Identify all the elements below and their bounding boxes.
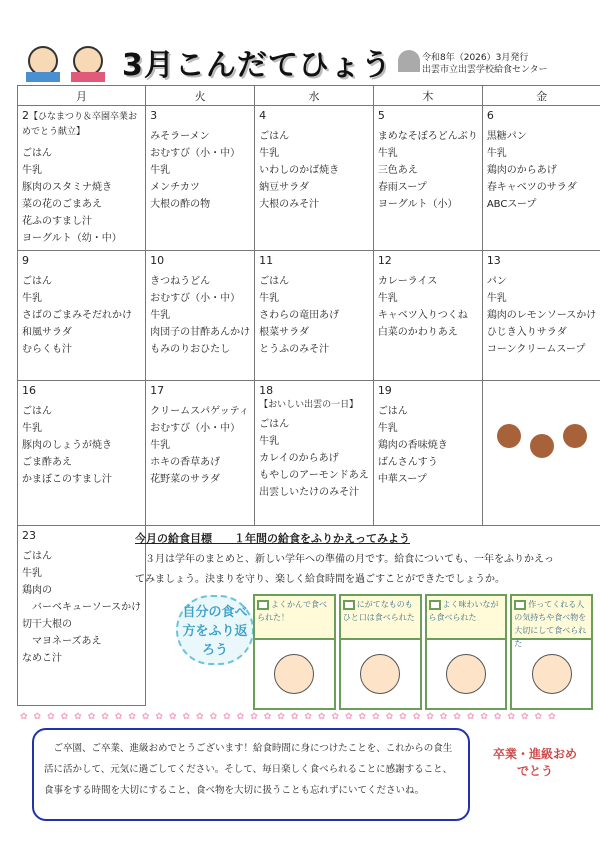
menu-item: まめなそぼろどんぶり <box>377 131 478 142</box>
day-note: 【おいしい出雲の一日】 <box>259 400 359 410</box>
day-cell <box>255 251 374 381</box>
menu-item: 牛乳 <box>22 293 42 304</box>
menu-item: 大根の酢の物 <box>150 199 211 210</box>
menu-item: 牛乳 <box>150 165 171 176</box>
menu-item: 花野菜のサラダ <box>150 474 221 485</box>
menu-item: カレーライス <box>377 276 438 287</box>
menu-item: ヨーグルト（幼・中） <box>22 233 122 244</box>
menu-item: ごはん <box>22 276 52 287</box>
menu-item: 出雲しいたけのみそ汁 <box>259 487 360 498</box>
check-item <box>510 594 593 710</box>
menu-item: 豚肉のしょうが焼き <box>22 440 112 451</box>
flower-border: ✿✿✿✿✿✿✿✿✿✿✿✿✿✿✿✿✿✿✿✿✿✿✿✿✿✿✿✿✿✿✿✿✿✿✿✿✿✿✿✿ <box>20 712 562 722</box>
day-number <box>22 384 141 397</box>
day-label: 19 <box>377 384 392 397</box>
city-logo <box>398 50 420 72</box>
day-label: 23 <box>22 529 36 542</box>
congrats-text: 卒業・進級おめでとう <box>492 747 577 778</box>
day-number <box>487 109 597 122</box>
menu-item: 牛乳 <box>22 568 42 579</box>
day-label: 13 <box>486 254 501 267</box>
monthly-goal <box>135 530 595 590</box>
menu-item: 牛乳 <box>259 293 280 304</box>
menu-item: 和風サラダ <box>22 327 72 338</box>
menu-item: 牛乳 <box>486 148 507 159</box>
issue-date: 令和8年（2026）3月発行 <box>422 53 529 63</box>
menu-item: 花ふのすまし汁 <box>22 216 92 227</box>
day-label: 12 <box>377 254 392 267</box>
reflection-checklist <box>253 594 593 710</box>
children-eating-illustration <box>497 424 587 474</box>
check-label: よく味わいながら食べられた <box>428 600 499 622</box>
day-cell <box>18 381 146 526</box>
day-label: 11 <box>259 254 274 267</box>
day-cell <box>18 526 146 706</box>
day-cell <box>482 251 600 381</box>
day-label: 4 <box>259 109 267 122</box>
day-number <box>378 384 478 397</box>
issuer-info <box>422 52 548 76</box>
checkbox[interactable] <box>429 600 441 610</box>
day-label: 18 <box>259 384 274 397</box>
menu-item: メンチカツ <box>150 182 200 193</box>
menu-item: 牛乳 <box>377 293 398 304</box>
menu-item: 春雨スープ <box>377 182 427 193</box>
message-text: ご卒園、ご卒業、進級おめでとうございます！給食時間に身につけたことを、これからの食生活に活かして、元気に過ごしてください。そして、毎日楽しく食べられることに感謝すること、食事をする時間を大切にすること、食べ物を大切に扱うことも忘れずにいてくださいね。 <box>44 743 453 796</box>
menu-item: カレイのからあげ <box>259 453 339 464</box>
day-label: 3 <box>150 109 158 122</box>
menu-item: 白菜のかわりあえ <box>377 327 458 338</box>
day-note: 【ひなまつり＆卒園卒業おめでとう献立】 <box>22 112 138 137</box>
menu-item: 牛乳 <box>22 423 42 434</box>
menu-item: 牛乳 <box>377 423 398 434</box>
goal-label: 今月の給食目標 <box>135 532 212 545</box>
menu-item: ごはん <box>22 551 52 562</box>
weekday-header: 水 <box>255 86 374 106</box>
menu-item: バーベキューソースかけ <box>22 602 142 613</box>
menu-item: 納豆サラダ <box>259 182 310 193</box>
menu-item: 肉団子の甘酢あんかけ <box>150 327 251 338</box>
publisher: 出雲市立出雲学校給食センター <box>422 65 548 75</box>
day-cell <box>482 106 600 251</box>
menu-item: ABCスープ <box>486 199 537 210</box>
weekday-header: 月 <box>18 86 146 106</box>
child-face-illustration <box>274 654 314 694</box>
day-cell <box>146 106 255 251</box>
checkbox[interactable] <box>257 600 269 610</box>
menu-item: 中華スープ <box>377 474 427 485</box>
menu-item: さわらの竜田あげ <box>259 310 340 321</box>
menu-item: 春キャベツのサラダ <box>486 182 577 193</box>
goal-title: １年間の給食をふりかえってみよう <box>234 532 410 545</box>
check-item <box>339 594 422 710</box>
menu-item: ごはん <box>22 148 52 159</box>
child-face-illustration <box>532 654 572 694</box>
day-number <box>22 254 141 267</box>
menu-item: もみのりおひたし <box>150 344 231 355</box>
check-label: よくかんで食べられた！ <box>257 600 327 622</box>
menu-item: 豚肉のスタミナ焼き <box>22 182 112 193</box>
day-label: 16 <box>22 384 36 397</box>
menu-item: 牛乳 <box>259 148 280 159</box>
day-cell <box>373 251 482 381</box>
menu-item: 牛乳 <box>486 293 507 304</box>
weekday-header: 火 <box>146 86 255 106</box>
menu-item: とうふのみそ汁 <box>259 344 330 355</box>
menu-item: 切干大根の <box>22 619 72 630</box>
check-label: にがてなものもひと口は食べられた <box>342 600 415 622</box>
menu-item: ヨーグルト（小） <box>377 199 458 210</box>
day-cell <box>146 381 255 526</box>
weekday-header: 木 <box>373 86 482 106</box>
menu-item: ホキの香草あげ <box>150 457 221 468</box>
menu-item: さばのごまみそだれかけ <box>22 310 132 321</box>
menu-item: 鶏肉のレモンソースかけ <box>486 310 597 321</box>
menu-item: おむすび（小・中） <box>150 148 241 159</box>
day-cell <box>373 106 482 251</box>
menu-item: ごはん <box>22 406 52 417</box>
day-number <box>378 109 478 122</box>
menu-item: 鶏肉の香味焼き <box>377 440 448 451</box>
menu-item: クリームスパゲッティ <box>150 406 249 417</box>
menu-item: 鶏肉の <box>22 585 52 596</box>
day-number <box>487 254 597 267</box>
day-label: 10 <box>150 254 165 267</box>
menu-item: もやしのアーモンドあえ <box>259 470 369 481</box>
menu-item: いわしのかば焼き <box>259 165 340 176</box>
menu-item: ごはん <box>259 276 290 287</box>
goal-text: ３月は学年のまとめと、新しい学年への準備の月です。給食についても、一年をふりかえってみましょう。決まりを守り、楽しく給食時間を過ごすことができたでしょうか。 <box>135 554 554 585</box>
child-face-illustration <box>446 654 486 694</box>
menu-item: マヨネーズあえ <box>22 636 102 647</box>
child-face-illustration <box>360 654 400 694</box>
illustration-cell <box>482 381 600 526</box>
day-number <box>259 254 369 267</box>
reflect-title: 自分の食べ方をふり返ろう <box>176 595 254 665</box>
menu-item: 根菜サラダ <box>259 327 310 338</box>
congrats-illustration <box>490 745 580 815</box>
menu-item: なめこ汁 <box>22 653 62 664</box>
day-cell <box>373 381 482 526</box>
check-item <box>253 594 336 710</box>
day-number <box>150 384 250 397</box>
checkbox[interactable] <box>514 600 526 610</box>
day-number <box>22 529 141 542</box>
day-label: 9 <box>22 254 29 267</box>
hina-dolls-illustration <box>18 40 118 82</box>
weekday-header: 金 <box>482 86 600 106</box>
day-label: 6 <box>486 109 494 122</box>
checkbox[interactable] <box>343 600 355 610</box>
check-item <box>425 594 508 710</box>
day-cell <box>18 251 146 381</box>
day-label: 17 <box>150 384 165 397</box>
menu-item: 牛乳 <box>150 440 171 451</box>
menu-item: コーンクリームスープ <box>486 344 586 355</box>
menu-item: みそラーメン <box>150 131 210 142</box>
menu-item: きつねうどん <box>150 276 211 287</box>
day-number <box>259 109 369 122</box>
message-bubble <box>32 728 470 821</box>
menu-item: おむすび（小・中） <box>150 423 241 434</box>
menu-item: むらくも汁 <box>22 344 72 355</box>
menu-item: 牛乳 <box>22 165 42 176</box>
menu-item: ごはん <box>259 131 290 142</box>
menu-item: キャベツ入りつくね <box>377 310 468 321</box>
day-cell <box>146 251 255 381</box>
day-number <box>378 254 478 267</box>
menu-item: おむすび（小・中） <box>150 293 241 304</box>
day-label: 5 <box>377 109 385 122</box>
day-number <box>150 109 250 122</box>
menu-item: 牛乳 <box>377 148 398 159</box>
menu-item: 牛乳 <box>150 310 171 321</box>
day-cell <box>18 106 146 251</box>
menu-item: パン <box>486 276 507 287</box>
menu-item: 菜の花のごまあえ <box>22 199 102 210</box>
menu-item: ごはん <box>259 419 290 430</box>
day-number <box>150 254 250 267</box>
menu-item: 三色あえ <box>377 165 418 176</box>
menu-item: ばんさんすう <box>377 457 438 468</box>
day-number <box>259 384 369 410</box>
menu-item: 黒糖パン <box>486 131 527 142</box>
check-label: 作ってくれる人の気持ちや食べ物を大切にして食べられた <box>514 600 587 648</box>
day-cell <box>255 106 374 251</box>
menu-item: 鶏肉のからあげ <box>486 165 557 176</box>
day-number <box>22 109 141 139</box>
menu-item: かまぼこのすまし汁 <box>22 474 112 485</box>
day-cell <box>255 381 374 526</box>
menu-item: 牛乳 <box>259 436 280 447</box>
menu-item: ごま酢あえ <box>22 457 72 468</box>
menu-item: 大根のみそ汁 <box>259 199 320 210</box>
menu-item: ごはん <box>377 406 408 417</box>
menu-item: ひじき入りサラダ <box>486 327 567 338</box>
day-label: 2 <box>22 109 29 122</box>
page-title: 3月こんだてひょう <box>122 48 392 83</box>
